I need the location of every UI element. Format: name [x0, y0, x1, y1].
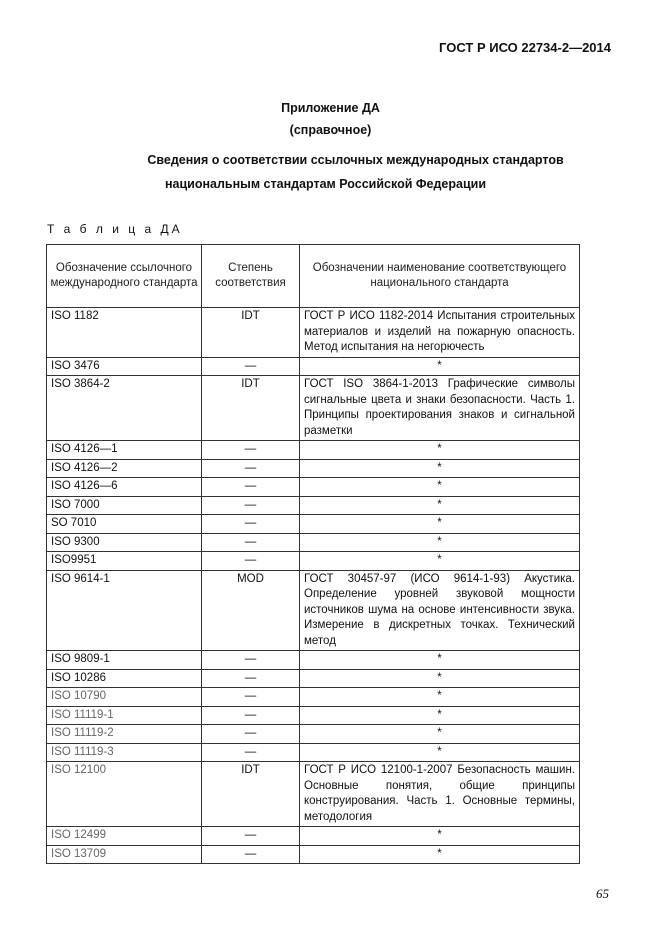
national-standard: * [300, 827, 580, 846]
intl-standard-code: ISO 11119-3 [47, 743, 202, 762]
table-row [47, 357, 580, 376]
table-row [47, 570, 580, 651]
table-row [47, 725, 580, 744]
intl-standard-code: ISO 10790 [47, 688, 202, 707]
national-standard: * [300, 357, 580, 376]
national-standard: * [300, 533, 580, 552]
intl-standard-code: SO 7010 [47, 515, 202, 534]
national-standard: ГОСТ Р ИСО 1182-2014 Испытания строительных материалов и изделий на пожарную опасность. Метод испытания на негорючесть [300, 308, 580, 358]
national-standard: * [300, 743, 580, 762]
table-body [47, 308, 580, 864]
degree-of-correspondence: — [202, 552, 300, 571]
table-row [47, 496, 580, 515]
table-row [47, 827, 580, 846]
national-standard: * [300, 706, 580, 725]
intl-standard-code: ISO 10286 [47, 669, 202, 688]
table-row [47, 478, 580, 497]
intl-standard-code: ISO 9809-1 [47, 651, 202, 670]
column-header-degree: Степень соответствия [202, 245, 300, 308]
column-header-intl-standard: Обозначение ссылочного международного стандарта [47, 245, 202, 308]
degree-of-correspondence: — [202, 478, 300, 497]
table-row [47, 845, 580, 864]
table-row [47, 533, 580, 552]
table-row [47, 552, 580, 571]
table-row [47, 669, 580, 688]
table-label: Т а б л и ц а ДА [47, 222, 183, 236]
appendix-type: (справочное) [289, 123, 372, 137]
table-row [47, 308, 580, 358]
correspondence-table [46, 244, 580, 864]
intl-standard-code: ISO 11119-1 [47, 706, 202, 725]
intl-standard-code: ISO 3864-2 [47, 376, 202, 441]
degree-of-correspondence: MOD [202, 570, 300, 651]
degree-of-correspondence: IDT [202, 762, 300, 827]
intl-standard-code: ISO 9300 [47, 533, 202, 552]
table-row [47, 762, 580, 827]
national-standard: * [300, 552, 580, 571]
intl-standard-code: ISO 13709 [47, 845, 202, 864]
degree-of-correspondence: — [202, 357, 300, 376]
national-standard: * [300, 478, 580, 497]
degree-of-correspondence: IDT [202, 376, 300, 441]
table-row [47, 743, 580, 762]
intl-standard-code: ISO 12499 [47, 827, 202, 846]
appendix-subtitle-line1: Сведения о соответствии ссылочных международных стандартов [147, 153, 564, 167]
intl-standard-code: ISO 4126—2 [47, 459, 202, 478]
degree-of-correspondence: — [202, 533, 300, 552]
intl-standard-code: ISO 12100 [47, 762, 202, 827]
column-header-national-standard: Обозначении наименование соответствующего национального стандарта [300, 245, 580, 308]
intl-standard-code: ISO9951 [47, 552, 202, 571]
national-standard: * [300, 725, 580, 744]
table-row [47, 459, 580, 478]
table-row [47, 688, 580, 707]
document-id: ГОСТ Р ИСО 22734-2—2014 [439, 40, 611, 55]
degree-of-correspondence: — [202, 706, 300, 725]
intl-standard-code: ISO 7000 [47, 496, 202, 515]
degree-of-correspondence: — [202, 651, 300, 670]
intl-standard-code: ISO 3476 [47, 357, 202, 376]
table-row [47, 376, 580, 441]
intl-standard-code: ISO 4126—1 [47, 441, 202, 460]
degree-of-correspondence: — [202, 496, 300, 515]
degree-of-correspondence: — [202, 827, 300, 846]
table-header-row [47, 245, 580, 308]
degree-of-correspondence: — [202, 515, 300, 534]
intl-standard-code: ISO 11119-2 [47, 725, 202, 744]
table-row [47, 706, 580, 725]
degree-of-correspondence: IDT [202, 308, 300, 358]
degree-of-correspondence: — [202, 441, 300, 460]
national-standard: ГОСТ 30457-97 (ИСО 9614-1-93) Акустика. Определение уровней звуковой мощности источников шума на основе интенсивности звука. Измерение в дискретных точках. Технический метод [300, 570, 580, 651]
national-standard: * [300, 688, 580, 707]
table-row [47, 515, 580, 534]
degree-of-correspondence: — [202, 725, 300, 744]
national-standard: * [300, 845, 580, 864]
degree-of-correspondence: — [202, 669, 300, 688]
national-standard: * [300, 651, 580, 670]
national-standard: ГОСТ ISO 3864-1-2013 Графические символы сигнальные цвета и знаки безопасности. Часть 1. Принципы проектирования знаков и сигнальной разметки [300, 376, 580, 441]
national-standard: * [300, 459, 580, 478]
degree-of-correspondence: — [202, 459, 300, 478]
table-row [47, 651, 580, 670]
national-standard: * [300, 441, 580, 460]
national-standard: * [300, 669, 580, 688]
national-standard: * [300, 496, 580, 515]
intl-standard-code: ISO 9614-1 [47, 570, 202, 651]
intl-standard-code: ISO 4126—6 [47, 478, 202, 497]
appendix-subtitle-line2: национальным стандартам Российской Федерации [164, 177, 487, 191]
degree-of-correspondence: — [202, 743, 300, 762]
page-number: 65 [596, 886, 609, 901]
appendix-title: Приложение ДА [281, 101, 380, 115]
degree-of-correspondence: — [202, 845, 300, 864]
national-standard: * [300, 515, 580, 534]
table-row [47, 441, 580, 460]
degree-of-correspondence: — [202, 688, 300, 707]
intl-standard-code: ISO 1182 [47, 308, 202, 358]
national-standard: ГОСТ Р ИСО 12100-1-2007 Безопасность машин. Основные понятия, общие принципы конструирования. Часть 1. Основные термины, методология [300, 762, 580, 827]
